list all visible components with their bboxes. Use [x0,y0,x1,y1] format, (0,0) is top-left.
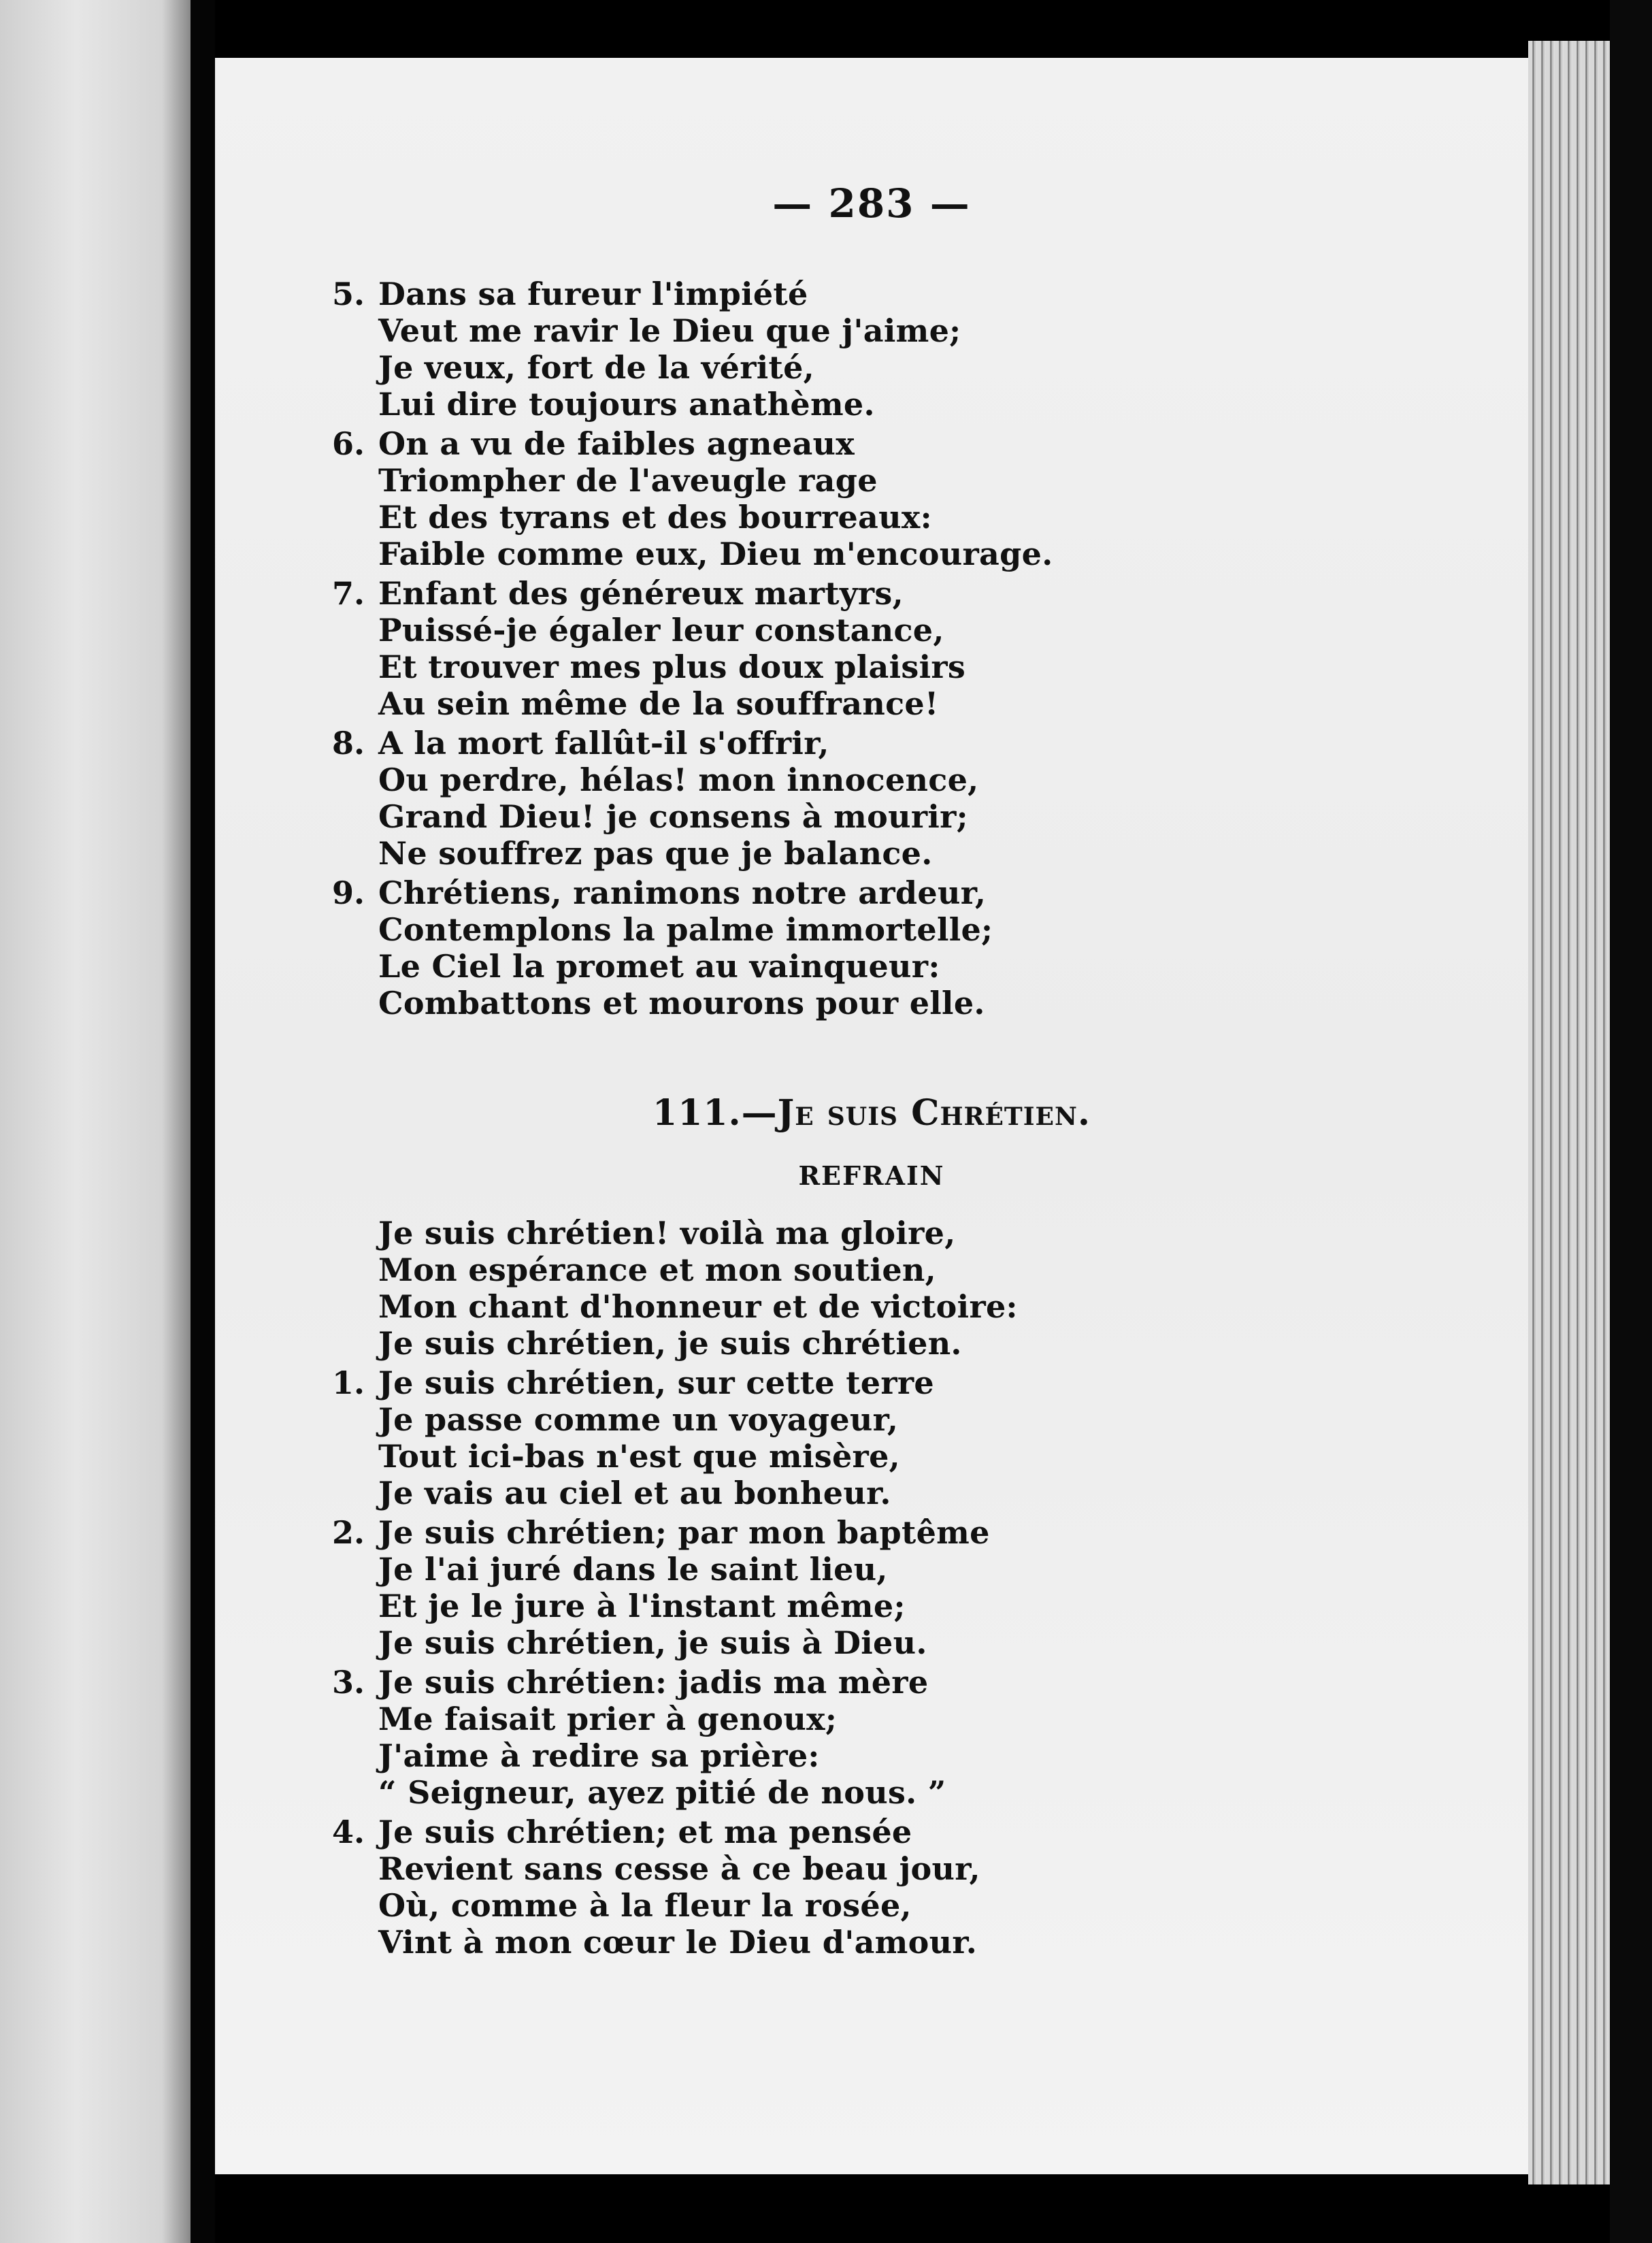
verse-line: Je l'ai juré dans le saint lieu, [378,1551,888,1588]
verse-line: Je suis chrétien: jadis ma mère [378,1664,929,1701]
verse-line: Je suis chrétien, sur cette terre [378,1364,934,1401]
stanza-lines [378,575,965,722]
book-page [215,58,1528,2174]
verse-line: Ou perdre, hélas! mon innocence, [378,762,979,798]
stanza-number: 5. [331,276,365,312]
verse-line: Me faisait prier à genoux; [378,1701,838,1737]
verse-line: Lui dire toujours anathème. [378,386,875,423]
verse-line: Et des tyrans et des bourreaux: [378,499,932,536]
facing-page-edge [0,0,191,2243]
stanza-lines [378,725,978,872]
verse-line: Au sein même de la souffrance! [378,685,939,722]
stanza-lines [378,276,961,423]
stanza-number: 3. [331,1664,365,1701]
refrain-lines [378,1215,1018,1362]
verse-line: Je suis chrétien; et ma pensée [378,1814,912,1850]
stanza-number: 9. [331,874,365,911]
stanza-number: 7. [331,575,365,612]
hymn-title: 111.—Je suis Chrétien. [652,1092,1091,1134]
book-gutter [191,0,215,2243]
stanza-number: 6. [331,425,365,462]
verse-line: J'aime à redire sa prière: [378,1737,820,1774]
stanza-number: 8. [331,725,365,762]
verse-line: Dans sa fureur l'impiété [378,276,808,312]
stanza-lines [378,1364,934,1511]
verse-line: Je suis chrétien, je suis à Dieu. [378,1624,927,1661]
page-text [215,58,1528,2174]
verse-line: Revient sans cesse à ce beau jour, [378,1850,980,1887]
verse-line: Vint à mon cœur le Dieu d'amour. [378,1924,978,1961]
stanza-lines [378,1814,980,1961]
verse-line: Enfant des généreux martyrs, [378,575,904,612]
verse-line: A la mort fallût-il s'offrir, [378,725,829,762]
verse-line: Ne souffrez pas que je balance. [378,835,933,872]
verse-line: Je passe comme un voyageur, [378,1401,899,1438]
verse-line: Veut me ravir le Dieu que j'aime; [378,312,961,349]
verse-line: Tout ici-bas n'est que misère, [378,1438,900,1475]
refrain-label: REFRAIN [798,1160,945,1191]
stanza-lines [378,1514,990,1661]
verse-line: Puissé-je égaler leur constance, [378,612,944,649]
verse-line: Mon chant d'honneur et de victoire: [378,1288,1018,1325]
page-edges [1528,41,1610,2184]
page-number: — 283 — [772,180,971,227]
verse-line: Faible comme eux, Dieu m'encourage. [378,536,1053,572]
verse-line: Mon espérance et mon soutien, [378,1251,936,1288]
verse-line: Contemplons la palme immortelle; [378,911,993,948]
stanza-lines [378,425,1053,572]
verse-line: Je suis chrétien, je suis chrétien. [378,1325,962,1362]
verse-line: Et je le jure à l'instant même; [378,1588,906,1624]
verse-line: Je suis chrétien! voilà ma gloire, [378,1215,956,1251]
verse-line: On a vu de faibles agneaux [378,425,855,462]
verse-line: Le Ciel la promet au vainqueur: [378,948,940,985]
stanza-number: 1. [331,1364,365,1401]
stanza-number: 4. [331,1814,365,1850]
verse-line: Je suis chrétien; par mon baptême [378,1514,990,1551]
verse-line: Grand Dieu! je consens à mourir; [378,798,968,835]
stanza-lines [378,874,993,1021]
verse-line: Je vais au ciel et au bonheur. [378,1475,891,1511]
verse-line: Où, comme à la fleur la rosée, [378,1887,912,1924]
stanza-number: 2. [331,1514,365,1551]
scan-border [1610,0,1652,2243]
verse-line: Je veux, fort de la vérité, [378,349,814,386]
verse-line: Triompher de l'aveugle rage [378,462,878,499]
verse-line: “ Seigneur, ayez pitié de nous. ” [378,1774,946,1811]
verse-line: Et trouver mes plus doux plaisirs [378,649,966,685]
verse-line: Chrétiens, ranimons notre ardeur, [378,874,987,911]
stanza-lines [378,1664,946,1811]
verse-line: Combattons et mourons pour elle. [378,985,985,1021]
